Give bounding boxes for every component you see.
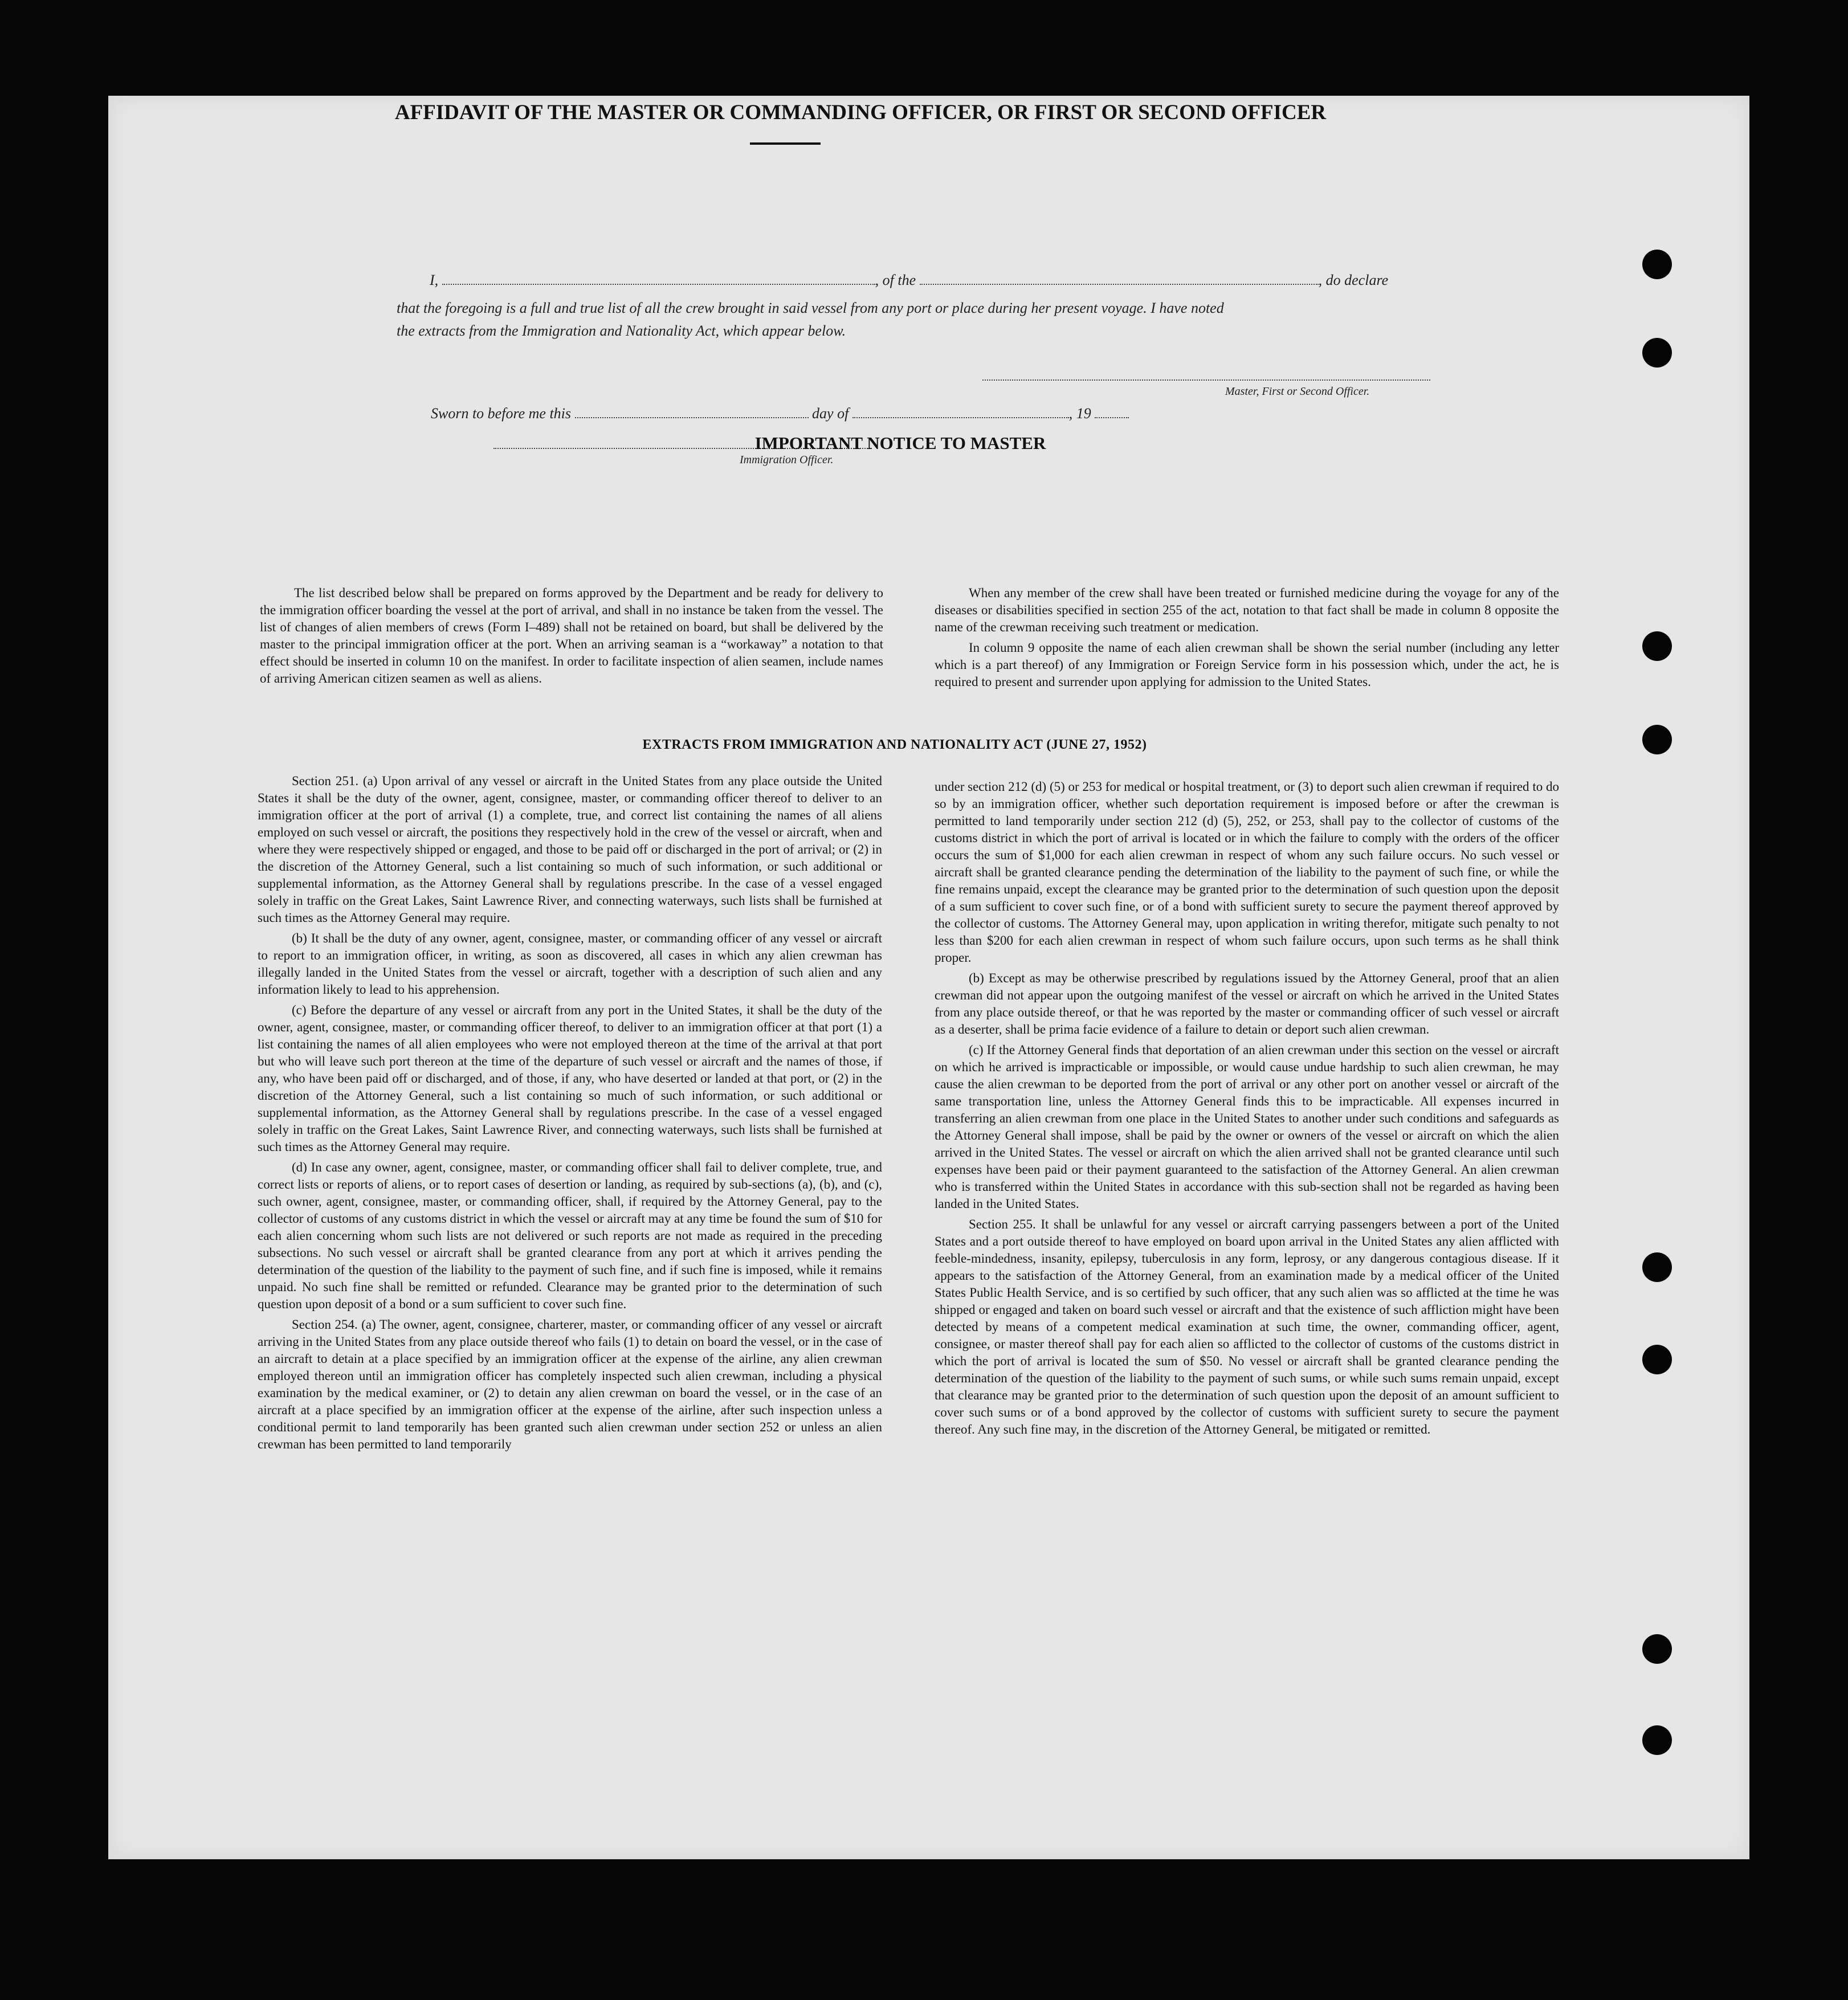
day-of-label: day of bbox=[812, 405, 849, 422]
punch-hole bbox=[1642, 631, 1672, 661]
punch-hole bbox=[1642, 1345, 1672, 1374]
punch-hole bbox=[1642, 1725, 1672, 1755]
extracts-left-column bbox=[258, 773, 882, 1456]
extract-paragraph: Section 251. (a) Upon arrival of any vessel or aircraft in the United States from any place outside the United States it shall be the duty of the owner, agent, consignee, master, or commanding officer thereof to deliver to an immigration officer at the port of arrival (1) a complete, true, and correct list containing the names of all aliens employed on such vessel or aircraft, the positions they respectively hold in the crew of the vessel or aircraft, when and where they were respectively shipped or engaged, and those to be paid off or discharged in the port of arrival; or (2) in the discretion of the Attorney General, such a list containing so much of such information, or such additional or supplemental information, as the Attorney General shall by regulations prescribe. In the case of a vessel engaged solely in traffic on the Great Lakes, Saint Lawrence River, and connecting waterways, such lists shall be furnished at such times as the Attorney General may require. bbox=[258, 774, 882, 925]
notice-right-paragraph: In column 9 opposite the name of each alien crewman shall be shown the serial number (including any letter which is a part thereof) of any Immigration or Foreign Service form in his possession which, under the act, he is required to present and surrender upon applying for admission to the United States. bbox=[935, 640, 1559, 689]
master-signature-line[interactable] bbox=[982, 379, 1430, 381]
extract-paragraph: under section 212 (d) (5) or 253 for medical or hospital treatment, or (3) to deport such alien crewman if required to do so by an immigration officer, whether such deportation requirement is imposed before or after the crewman is permitted to land temporarily under section 212 (d) (5), 252, or 253, shall pay to the collector of customs of the customs district in which the port of arrival is located or in which the failure to comply with the orders of the officer occurs the sum of $1,000 for each alien crewman in respect of whom any such failure occurs. No such vessel or aircraft shall be granted clearance pending the determination of the liability to the payment of such fine, or while the fine remains unpaid, except the clearance may be granted prior to the determination of such question upon the deposit of a sum sufficient to cover such fine, or of a bond with sufficient surety to secure the payment thereof approved by the collector of customs. The Attorney General may, upon application in writing therefor, mitigate such penalty to not less than $200 for each alien crewman in respect of whom such failure occurs, upon such terms as he shall think proper. bbox=[935, 779, 1559, 965]
master-signature-caption: Master, First or Second Officer. bbox=[1225, 385, 1370, 398]
vessel-name-field[interactable] bbox=[920, 271, 1319, 285]
extract-paragraph: Section 255. It shall be unlawful for any vessel or aircraft carrying passengers between a port of the United States and a port outside thereof to have employed on board upon arrival in the United States any alien afflicted with feeble-mindedness, insanity, epilepsy, tuberculosis in any form, leprosy, or any dangerous contagious disease. If it appears to the satisfaction of the Attorney General, from an examination made by a medical officer of the United States Public Health Service, and is so certified by such officer, that any such alien was so afflicted at the time he was shipped or engaged and taken on board such vessel or aircraft and that the existence of such affliction might have been detected by means of a competent medical examination at such time, the owner, commanding officer, agent, consignee, or master thereof shall pay for each alien so afflicted to the collector of customs of the customs district in which the port of arrival is located the sum of $50. No vessel or aircraft shall be granted clearance pending the determination of the question of the liability to the payment of such sums, or while such sums remain unpaid, except that clearance may be granted prior to the determination of such question upon the deposit of an amount sufficient to cover such sums or of a bond approved by the collector of customs with sufficient surety to secure the payment thereof. Any such fine may, in the discretion of the Attorney General, be mitigated or remitted. bbox=[935, 1217, 1559, 1436]
do-declare-label: , do declare bbox=[1318, 272, 1389, 288]
notice-right-column bbox=[935, 585, 1559, 694]
affidavit-title: AFFIDAVIT OF THE MASTER OR COMMANDING OFFICER, OR FIRST OR SECOND OFFICER bbox=[394, 101, 1327, 124]
sworn-line bbox=[431, 405, 1129, 422]
punch-hole bbox=[1642, 1634, 1672, 1664]
declarant-name-field[interactable] bbox=[442, 271, 875, 285]
notice-right-paragraph: When any member of the crew shall have been treated or furnished medicine during the voyage for any of the diseases or disabilities specified in section 255 of the act, notation to that fact shall be made in column 8 opposite the name of the crewman receiving such treatment or medication. bbox=[935, 586, 1559, 634]
extract-paragraph: Section 254. (a) The owner, agent, consignee, charterer, master, or commanding officer of any vessel or aircraft arriving in the United States from any place outside thereof who fails (1) to detain on board the vessel, or in the case of an aircraft to detain at a place specified by an immigration officer at the expense of the airline, any alien crewman employed thereon until an immigration officer has completely inspected such alien crewman, including a physical examination by the medical examiner, or (2) to detain any alien crewman on board the vessel, or in the case of an aircraft at a place specified by an immigration officer at the expense of the airline, after such inspection unless a conditional permit to land temporarily has been granted such alien crewman under section 252 or unless an alien crewman has been permitted to land temporarily bbox=[258, 1317, 883, 1451]
statement-line-2: the extracts from the Immigration and Nationality Act, which appear below. bbox=[397, 323, 846, 339]
notice-left-column bbox=[260, 585, 883, 691]
sworn-label: Sworn to before me this bbox=[431, 405, 572, 422]
extract-paragraph: (c) Before the departure of any vessel or aircraft from any port in the United States, it shall be the duty of the owner, agent, consignee, master, or commanding officer thereof, to deliver to an immigration officer at that port (1) a list containing the names of all alien employees who were not employed thereon at the time of the arrival at that port but who will leave such port thereon at the time of the departure of such vessel or aircraft and the names of those, if any, who have been paid off or discharged, and of those, if any, who have deserted or landed at that port, or (2) in the discretion of the Attorney General, such a list containing so much of such information, or such additional or supplemental information, as the Attorney General shall by regulations prescribe. In the case of a vessel engaged solely in traffic on the Great Lakes, Saint Lawrence River, and connecting waterways, such lists shall be furnished at such times as the Attorney General may require. bbox=[258, 1003, 882, 1154]
punch-hole bbox=[1642, 338, 1672, 368]
extract-paragraph: (b) It shall be the duty of any owner, agent, consignee, master, or commanding officer of any vessel or aircraft to report to an immigration officer, in writing, as soon as discovered, all cases in which any alien crewman has illegally landed in the United States from the vessel or aircraft, together with a description of such alien and any information likely to lead to his apprehension. bbox=[258, 931, 882, 997]
year-label: , 19 bbox=[1068, 405, 1091, 422]
punch-hole bbox=[1642, 725, 1672, 754]
sworn-day-field[interactable] bbox=[575, 405, 809, 418]
title-divider bbox=[750, 142, 821, 145]
extracts-title: EXTRACTS FROM IMMIGRATION AND NATIONALITY ACT (JUNE 27, 1952) bbox=[642, 737, 1147, 752]
immigration-officer-caption: Immigration Officer. bbox=[740, 454, 834, 466]
of-the-label: , of the bbox=[875, 272, 916, 288]
punch-hole bbox=[1642, 1252, 1672, 1282]
extract-paragraph: (d) In case any owner, agent, consignee, master, or commanding officer shall fail to deliver complete, true, and correct lists or reports of aliens, or to report cases of desertion or landing, as required by sub-sections (a), (b), and (c), such owner, agent, consignee, master, or commanding officer, shall, if required by the Attorney General, pay to the collector of customs of any customs district in which the vessel or aircraft may at any time be found the sum of $10 for each alien concerning whom such lists are not delivered or such reports are not made as required in the preceding subsections. No such vessel or aircraft shall be granted clearance from any port at which it arrives pending the determination of the question of the liability to the payment of such fine, and if such fine is imposed, while it remains unpaid. No such fine shall be remitted or refunded. Clearance may be granted prior to the determination of such question upon deposit of a bond or a sum sufficient to cover such fine. bbox=[258, 1160, 882, 1311]
notice-title: IMPORTANT NOTICE TO MASTER bbox=[754, 433, 1046, 453]
extract-paragraph: (b) Except as may be otherwise prescribed by regulations issued by the Attorney General, proof that an alien crewman did not appear upon the outgoing manifest of the vessel or aircraft on which he arrived in the United States from any place outside thereof, or that he was reported by the master or commanding officer of such vessel or aircraft as a deserter, shall be prima facie evidence of a failure to detain or deport such alien crewman. bbox=[935, 971, 1559, 1036]
statement-line-1: that the foregoing is a full and true list of all the crew brought in said vessel from any port or place during her present voyage. I have noted bbox=[397, 300, 1224, 316]
sworn-month-field[interactable] bbox=[852, 405, 1069, 418]
sworn-year-field[interactable] bbox=[1095, 405, 1129, 418]
extracts-right-column bbox=[935, 778, 1559, 1442]
punch-hole bbox=[1642, 250, 1672, 279]
declaration-line bbox=[430, 271, 1388, 289]
notice-left-paragraph: The list described below shall be prepared on forms approved by the Department and be ready for delivery to the immigration officer boarding the vessel at the port of arrival, and shall in no instance be taken from the vessel. The list of changes of alien members of crews (Form I–489) shall not be retained on board, but shall be delivered by the master to the principal immigration officer at the port. When an arriving seaman is a “workaway” a notation to that effect should be inserted in column 10 on the manifest. In order to facilitate inspection of alien seamen, include names of arriving American citizen seamen as well as aliens. bbox=[260, 586, 883, 685]
declaration-i-label: I, bbox=[430, 272, 439, 288]
extract-paragraph: (c) If the Attorney General finds that deportation of an alien crewman under this section on the vessel or aircraft on which he arrived is impracticable or impossible, or would cause undue hardship to such alien crewman, he may cause the alien crewman to be deported from the port of arrival or any other port on another vessel or aircraft of the same transportation line, unless the Attorney General finds this to be impracticable. All expenses incurred in transferring an alien crewman from one place in the United States to another under such conditions and safeguards as the Attorney General shall impose, shall be paid by the owner or owners of the vessel or aircraft on which the alien arrived in the United States. The vessel or aircraft on which the alien arrived shall not be granted clearance until such expenses have been paid or their payment guaranteed to the satisfaction of the Attorney General. An alien crewman who is transferred within the United States in accordance with this sub-section shall not be regarded as having been landed in the United States. bbox=[935, 1043, 1559, 1211]
